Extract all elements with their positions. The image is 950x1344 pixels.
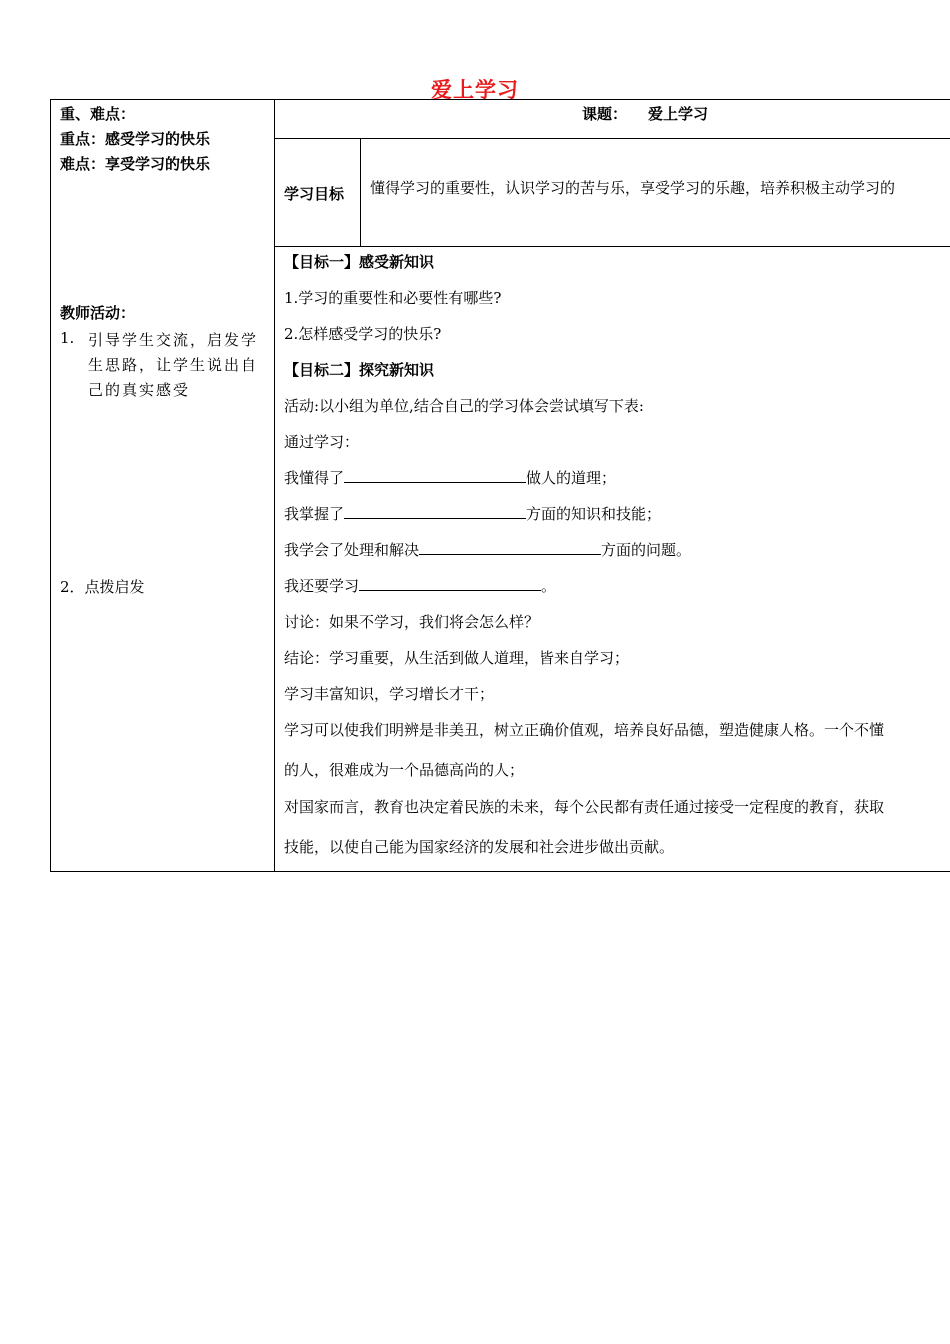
paragraph-1: 学习丰富知识，学习增长才干； [284, 685, 495, 703]
goal-label-divider [360, 138, 361, 246]
goal-one-heading: 【目标一】感受新知识 [284, 253, 435, 271]
fill-line-4 [284, 576, 556, 596]
fill-4-suffix: 。 [541, 577, 557, 595]
fill-2-prefix: 我掌握了 [284, 505, 345, 523]
fill-line-2 [284, 504, 661, 524]
fill-1-suffix: 做人的道理； [526, 469, 617, 487]
paragraph-2-line-1: 学习可以使我们明辨是非美丑，树立正确价值观，培养良好品德，塑造健康人格。一个不懂 [284, 721, 885, 739]
difficult-point: 难点：享受学习的快乐 [60, 155, 211, 173]
conclusion: 结论：学习重要，从生活到做人道理，皆来自学习； [284, 649, 630, 667]
blank-3[interactable] [419, 541, 601, 555]
discussion: 讨论：如果不学习，我们将会怎么样？ [284, 613, 540, 631]
teacher-activity-heading: 教师活动： [60, 304, 136, 322]
teacher-step-2: 2．点拨启发 [60, 578, 145, 596]
blank-1[interactable] [344, 469, 526, 483]
paragraph-2-line-2: 的人，很难成为一个品德高尚的人； [284, 761, 525, 779]
fill-line-3 [284, 540, 691, 560]
question-1: 1.学习的重要性和必要性有哪些? [284, 289, 502, 307]
paragraph-3-line-2: 技能，以使自己能为国家经济的发展和社会进步做出贡献。 [284, 838, 675, 856]
goal-two-heading: 【目标二】探究新知识 [284, 361, 435, 379]
fill-line-1 [284, 468, 616, 488]
teacher-step-text: 引导学生交流，启发学生思路，让学生说出自己的真实感受 [88, 331, 259, 399]
topic-value: 爱上学习 [648, 105, 709, 123]
learning-goal-label: 学习目标 [284, 185, 345, 203]
blank-2[interactable] [344, 505, 526, 519]
fill-2-suffix: 方面的知识和技能； [526, 505, 662, 523]
focus-point: 重点：感受学习的快乐 [60, 130, 211, 148]
header-row-divider [274, 138, 950, 139]
paragraph-3-line-1: 对国家而言，教育也决定着民族的未来，每个公民都有责任通过接受一定程度的教育，获取 [284, 798, 885, 816]
activity-instruction: 活动:以小组为单位,结合自己的学习体会尝试填写下表: [284, 397, 644, 415]
goal-row-divider [274, 246, 950, 247]
topic-label: 课题： [582, 105, 628, 123]
fill-3-suffix: 方面的问题。 [601, 541, 692, 559]
blank-4[interactable] [359, 577, 541, 591]
fill-4-prefix: 我还要学习 [284, 577, 360, 595]
question-2: 2.怎样感受学习的快乐? [284, 325, 442, 343]
fill-3-prefix: 我学会了处理和解决 [284, 541, 420, 559]
focus-heading: 重、难点： [60, 105, 136, 123]
through-learning: 通过学习： [284, 433, 360, 451]
teacher-step-number: 1. [60, 329, 75, 347]
column-divider [274, 99, 275, 872]
document-title: 爱上学习 [431, 78, 519, 102]
fill-1-prefix: 我懂得了 [284, 469, 345, 487]
learning-goal-text: 懂得学习的重要性，认识学习的苦与乐，享受学习的乐趣，培养积极主动学习的 [370, 179, 896, 197]
